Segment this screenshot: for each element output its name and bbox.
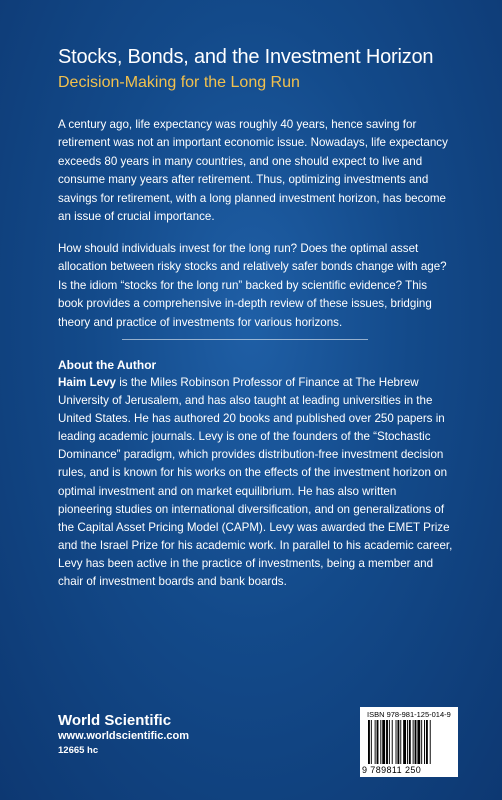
publisher-website: www.worldscientific.com: [58, 730, 190, 742]
barcode-digits: 9 789811 250: [362, 765, 422, 775]
description-paragraph-1: A century ago, life expectancy was roughly 40 years, hence saving for retirement was not an important economic issue. Nowadays, life expectancy exceeds 80 years in many countries, and one should expect to live and consume many years after retirement. Thus, optimizing investments and savings for retirement, with a long planned investment horizon, has become an issue of crucial importance.: [58, 118, 448, 224]
author-bio-text: is the Miles Robinson Professor of Finance at The Hebrew University of Jerusalem, and has also taught at leading universities in the United States. He has authored 20 books and published over 250 papers in leading academic journals. Levy is one of the founders of the “Stochastic Dominance” paradigm, which provides distribution-free investment decision rules, and is known for his works on the effects of the investment horizon on optimal investment and on market equilibrium. He has also written pioneering studies on international diversification, and on generalizations of the Capital Asset Pricing Model (CAPM). Levy was awarded the EMET Prize and the Israel Prize for his academic work. In parallel to his academic career, Levy has been active in the practice of investments, being a member and chair of investment boards and bank boards.: [58, 376, 453, 589]
isbn-barcode: [360, 707, 458, 777]
author-bio: [58, 374, 453, 591]
publisher-name: World Scientific: [58, 712, 172, 729]
publisher-code: 12665 hc: [58, 745, 99, 756]
about-author-heading: About the Author: [58, 358, 157, 372]
section-divider: [122, 339, 368, 340]
barcode-bars-icon: [368, 720, 452, 764]
book-subtitle: Decision-Making for the Long Run: [58, 74, 300, 91]
book-title: Stocks, Bonds, and the Investment Horizon: [58, 46, 434, 68]
description-paragraph-2: How should individuals invest for the long run? Does the optimal asset allocation between risky stocks and relatively safer bonds change with age? Is the idiom “stocks for the long run” backed by scientific evidence? This book provides a comprehensive in-depth review of these issues, bridging theory and practice of investments for various horizons.: [58, 242, 447, 329]
author-name: Haim Levy: [58, 376, 116, 389]
isbn-number: ISBN 978-981-125-014-9: [367, 710, 451, 719]
